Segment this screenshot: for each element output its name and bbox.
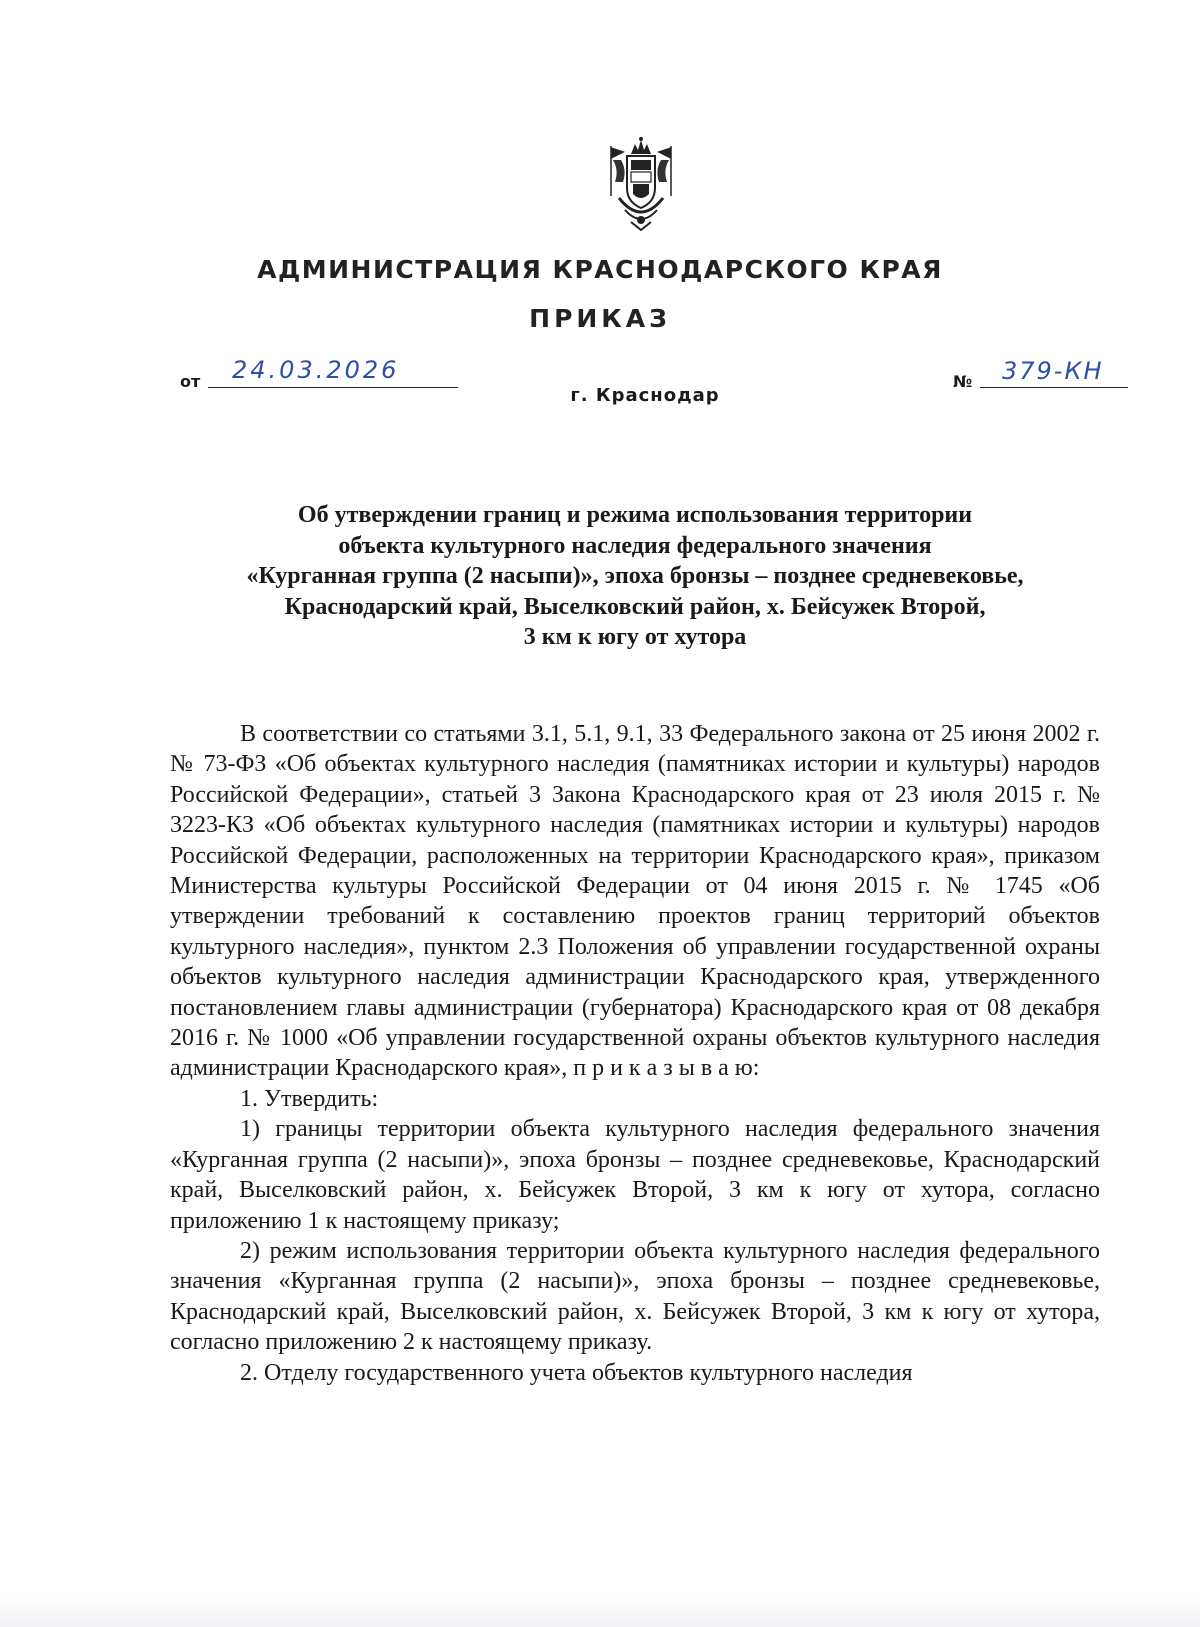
- number-underline: [980, 387, 1128, 388]
- clause-1: 1. Утвердить:: [240, 1085, 379, 1112]
- number-label: №: [953, 372, 973, 391]
- clause-1-2: 2) режим использования территории объекта культурного наследия федерального значения «Курганная группа (2 насыпи)», эпоха бронзы – позднее средневековье, Краснодарский край, Выселковский район, х. Бейсужек Второй, 3 км к югу от хутора, согласно приложению 2 к настоящему приказу.: [170, 1237, 1100, 1356]
- scan-edge-shadow: [0, 1595, 1200, 1627]
- organization-name: АДМИНИСТРАЦИЯ КРАСНОДАРСКОГО КРАЯ: [257, 255, 943, 284]
- number-value-handwritten: 379-КН: [1002, 357, 1104, 385]
- heading-line: «Курганная группа (2 насыпи)», эпоха бронзы – позднее средневековье,: [246, 563, 1024, 589]
- document-body: [170, 719, 1100, 1388]
- clause-2: 2. Отделу государственного учета объектов культурного наследия: [240, 1359, 913, 1386]
- city-name: г. Краснодар: [570, 385, 720, 406]
- coat-of-arms-icon: [605, 136, 677, 232]
- date-value-handwritten: 24.03.2026: [232, 356, 400, 384]
- clause-1-1: 1) границы территории объекта культурного наследия федерального значения «Курганная группа (2 насыпи)», эпоха бронзы – позднее средневековье, Краснодарский край, Выселковский район, х. Бейсужек Второй, 3 км к югу от хутора, согласно приложению 1 к настоящему приказу;: [170, 1116, 1100, 1234]
- document-heading: [170, 500, 1100, 653]
- heading-line: 3 км к югу от хутора: [523, 624, 747, 650]
- heading-line: объекта культурного наследия федерального значения: [338, 532, 932, 559]
- document-type: ПРИКАЗ: [529, 304, 671, 333]
- heading-line: Краснодарский край, Выселковский район, х. Бейсужек Второй,: [284, 593, 986, 620]
- preamble-paragraph: В соответствии со статьями 3.1, 5.1, 9.1, 33 Федерального закона от 25 июня 2002 г. № 73-ФЗ «Об объектах культурного наследия (памятниках истории и культуры) народов Российской Федерации», статьей 3 Закона Краснодарского края от 23 июля 2015 г. № 3223-КЗ «Об объектах культурного наследия (памятниках истории и культуры) народов Российской Федерации, расположенных на территории Краснодарского края», приказом Министерства культуры Российской Федерации от 04 июня 2015 г. № 1745 «Об утверждении требований к составлению проектов границ территорий объектов культурного наследия», пунктом 2.3 Положения об управлении государственной охраны объектов культурного наследия администрации Краснодарского края, утвержденного постановлением главы администрации (губернатора) Краснодарского края от 08 декабря 2016 г. № 1000 «Об управлении государственной охраны объектов культурного наследия администрации Краснодарского края», п р и к а з ы в а ю:: [170, 721, 1100, 1082]
- heading-line: Об утверждении границ и режима использования территории: [297, 502, 973, 528]
- date-label: от: [180, 372, 201, 391]
